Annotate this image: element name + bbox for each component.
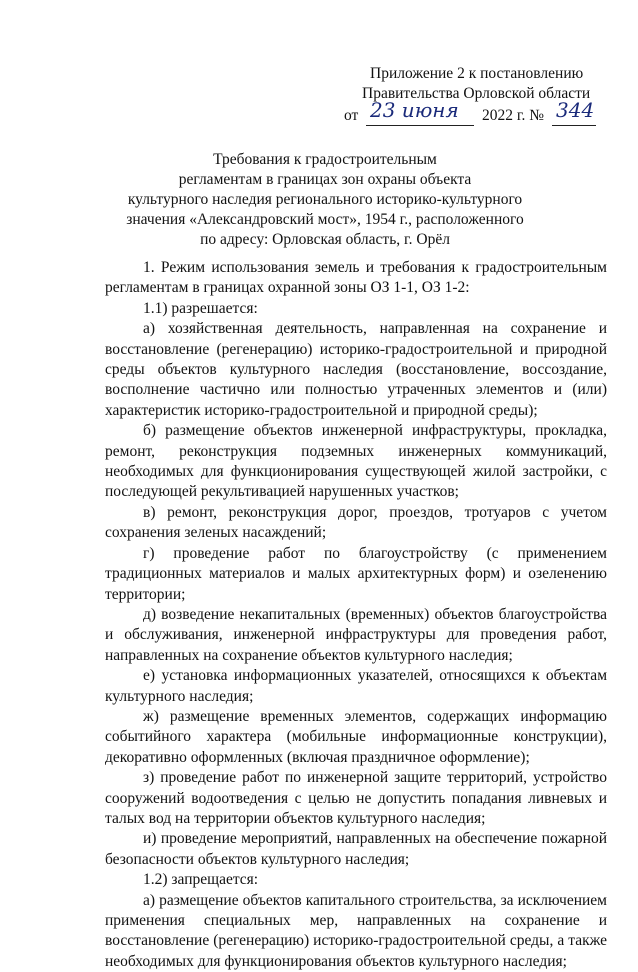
item-zh: ж) размещение временных элементов, содержащих информацию событийного характера (мобильные информационные конструкции), декоративно оформленных (включая праздничное оформление); (105, 707, 607, 766)
handwritten-number: 344 (556, 98, 595, 122)
title-line-2: регламентам в границах зон охраны объекта (178, 171, 472, 188)
section-1-2-heading: 1.2) запрещается: (143, 871, 259, 889)
document-body (105, 258, 607, 972)
title-line-1: Требования к градостроительным (213, 151, 437, 168)
item-e: е) установка информационных указателей, относящихся к объектам культурного наследия; (105, 667, 607, 705)
section-1-heading: 1. Режим использования земель и требования к градостроительным регламентам в границах охранной зоны ОЗ 1-1, ОЗ 1-2: (105, 259, 607, 297)
item-i: и) проведение мероприятий, направленных на обеспечение пожарной безопасности объектов культурного наследия; (105, 830, 607, 868)
appendix-header (340, 64, 600, 128)
appendix-date-line (340, 98, 600, 128)
handwritten-date: 23 июня (370, 98, 459, 122)
date-prefix: от (344, 107, 359, 124)
item-b: б) размещение объектов инженерной инфраструктуры, прокладка, ремонт, реконструкция подземных инженерных коммуникаций, необходимых для функционирования существующей жилой застройки, с последующей рекультивацией нарушенных участков; (105, 422, 607, 501)
prohibited-item-a: а) размещение объектов капитального строительства, за исключением применения специальных мер, направленных на сохранение и восстановление (регенерацию) историко-градостроительной среды, а также необходимых для функционирования объектов культурного наследия; (105, 891, 607, 970)
section-1-1-heading: 1.1) разрешается: (143, 299, 258, 317)
year-label: 2022 г. № (482, 107, 545, 124)
title-line-4: значения «Александровский мост», 1954 г., расположенного (126, 211, 524, 228)
item-d: д) возведение некапитальных (временных) объектов благоустройства и обслуживания, инженерной инфраструктуры для проведения работ, направленных на сохранение объектов культурного наследия; (105, 605, 607, 664)
item-g: г) проведение работ по благоустройству (с применением традиционных материалов и малых архитектурных форм) и озеленению территории; (105, 544, 607, 603)
number-underline (552, 125, 596, 126)
appendix-line-1: Приложение 2 к постановлению (370, 65, 584, 82)
item-v: в) ремонт, реконструкция дорог, проездов, тротуаров с учетом сохранения зеленых насаждений; (105, 503, 607, 542)
title-line-3: культурного наследия регионального историко-культурного (127, 191, 523, 208)
item-a: а) хозяйственная деятельность, направленная на сохранение и восстановление (регенерацию) историко-градостроительной и природной среды объектов культурного наследия (восстановление, воссоздание, восполнение частично или полностью утраченных элементов и (или) характеристик историко-градостроительной и природной среды); (105, 320, 607, 419)
title-line-5: по адресу: Орловская область, г. Орёл (200, 231, 450, 248)
appendix-line-2: Правительства Орловской области (362, 85, 591, 102)
date-underline (366, 125, 474, 126)
item-z: з) проведение работ по инженерной защите территорий, устройство сооружений водоотведения с целью не допустить попадания ливневых и талых вод на территории объектов культурного наследия; (105, 769, 607, 827)
document-title (80, 150, 570, 250)
